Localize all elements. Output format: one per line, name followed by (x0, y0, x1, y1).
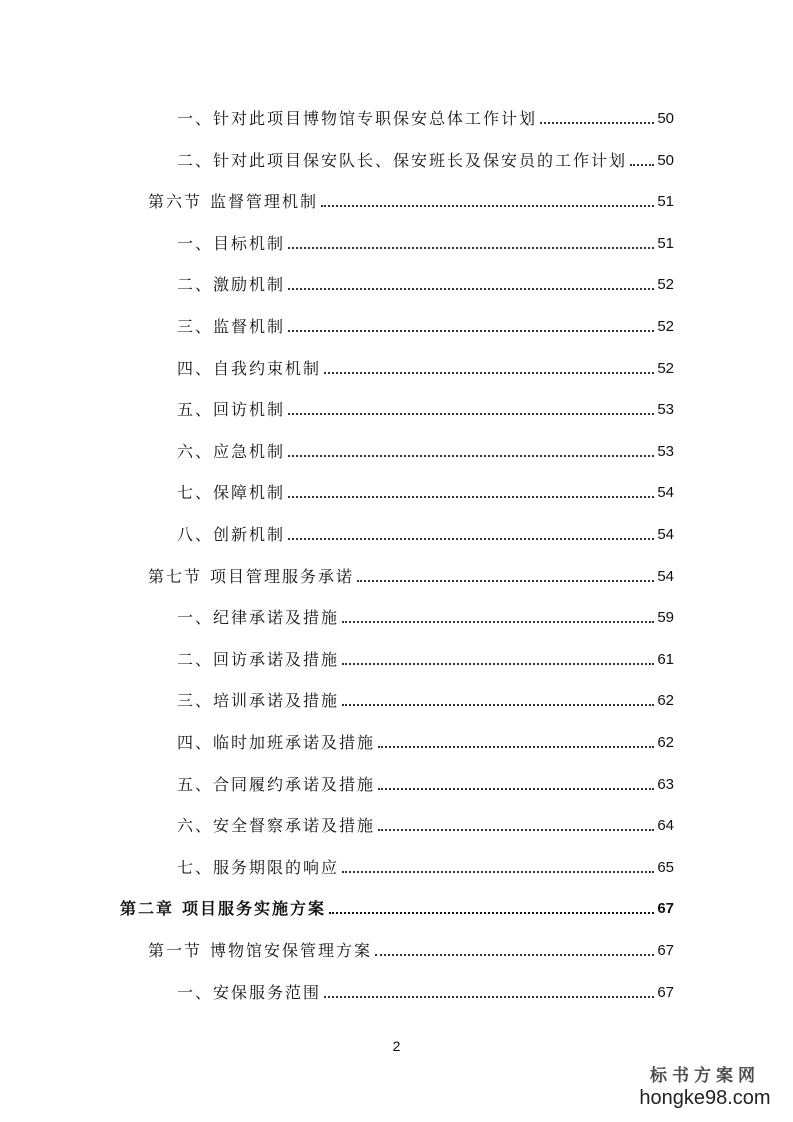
toc-entry[interactable] (177, 477, 674, 503)
toc-entry-title: 培训承诺及措施 (213, 691, 340, 710)
toc-entry-page: 52 (657, 276, 674, 293)
toc-entry[interactable] (177, 228, 674, 254)
watermark-cn: 标书方案网 (650, 1066, 760, 1086)
toc-entry[interactable] (177, 644, 674, 670)
toc-entry-number: 第二章 (120, 899, 175, 918)
toc-entry-number: 五、 (177, 775, 214, 794)
toc-entry-title: 服务期限的响应 (213, 858, 340, 877)
toc-dot-leader (288, 247, 654, 249)
toc-entry-number: 七、 (177, 483, 214, 502)
toc-dot-leader (288, 413, 654, 415)
toc-entry-number: 四、 (177, 733, 214, 752)
toc-dot-leader (321, 205, 654, 207)
toc-entry-page: 50 (657, 152, 674, 169)
toc-dot-leader (342, 704, 654, 706)
toc-entry-page: 53 (657, 443, 674, 460)
toc-entry-title: 博物馆安保管理方案 (210, 941, 373, 960)
toc-entry-title: 安全督察承诺及措施 (213, 816, 376, 835)
toc-entry-title: 回访承诺及措施 (213, 650, 340, 669)
toc-entry-page: 63 (657, 776, 674, 793)
toc-entry[interactable] (177, 394, 674, 420)
toc-entry-title: 合同履约承诺及措施 (213, 775, 376, 794)
toc-dot-leader (375, 954, 654, 956)
watermark-en: hongke98.com (639, 1087, 771, 1109)
toc-entry-title: 创新机制 (213, 525, 286, 544)
toc-entry[interactable] (177, 852, 674, 878)
toc-entry-title: 针对此项目保安队长、保安班长及保安员的工作计划 (213, 151, 628, 170)
toc-entry-page: 62 (657, 692, 674, 709)
toc-entry[interactable] (177, 436, 674, 462)
toc-entry[interactable] (177, 103, 674, 129)
toc-entry-number: 一、 (177, 234, 214, 253)
toc-entry-title: 针对此项目博物馆专职保安总体工作计划 (213, 109, 538, 128)
toc-entry-title: 项目管理服务承诺 (210, 567, 355, 586)
toc-dot-leader (342, 621, 654, 623)
toc-entry-number: 七、 (177, 858, 214, 877)
toc-entry-number: 六、 (177, 816, 214, 835)
toc-entry-number: 四、 (177, 359, 214, 378)
toc-entry-page: 54 (657, 568, 674, 585)
toc-entry-page: 62 (657, 734, 674, 751)
toc-entry[interactable] (120, 893, 674, 919)
toc-dot-leader (378, 788, 654, 790)
toc-entry-title: 激励机制 (213, 275, 286, 294)
toc-dot-leader (288, 330, 654, 332)
toc-entry-number: 二、 (177, 275, 214, 294)
toc-entry[interactable] (148, 561, 674, 587)
toc-entry-page: 54 (657, 484, 674, 501)
toc-dot-leader (378, 829, 654, 831)
page-number: 2 (392, 1038, 401, 1054)
toc-entry-page: 67 (657, 900, 674, 917)
toc-dot-leader (357, 580, 654, 582)
toc-entry[interactable] (177, 353, 674, 379)
toc-entry[interactable] (148, 935, 674, 961)
toc-entry-number: 一、 (177, 983, 214, 1002)
toc-dot-leader (342, 663, 654, 665)
toc-entry-page: 52 (657, 318, 674, 335)
toc-entry-title: 自我约束机制 (213, 359, 322, 378)
toc-entry-number: 二、 (177, 650, 214, 669)
toc-dot-leader (324, 996, 654, 998)
toc-entry[interactable] (177, 269, 674, 295)
toc-entry-page: 67 (657, 984, 674, 1001)
toc-entry-number: 三、 (177, 691, 214, 710)
toc-entry-page: 61 (657, 651, 674, 668)
toc-entry[interactable] (177, 602, 674, 628)
toc-dot-leader (378, 746, 654, 748)
toc-entry-number: 第七节 (148, 567, 203, 586)
toc-entry-title: 保障机制 (213, 483, 286, 502)
toc-dot-leader (324, 372, 654, 374)
toc-entry-page: 51 (657, 235, 674, 252)
toc-dot-leader (342, 871, 654, 873)
toc-entry[interactable] (177, 810, 674, 836)
toc-entry-page: 64 (657, 817, 674, 834)
toc-entry-page: 52 (657, 360, 674, 377)
toc-entry-title: 监督管理机制 (210, 192, 319, 211)
toc-entry-page: 53 (657, 401, 674, 418)
toc-entry[interactable] (177, 769, 674, 795)
toc-entry-title: 应急机制 (213, 442, 286, 461)
toc-entry-number: 一、 (177, 608, 214, 627)
toc-entry-title: 纪律承诺及措施 (213, 608, 340, 627)
toc-entry-number: 五、 (177, 400, 214, 419)
toc-dot-leader (288, 288, 654, 290)
toc-entry[interactable] (177, 519, 674, 545)
toc-dot-leader (540, 122, 654, 124)
toc-entry-page: 50 (657, 110, 674, 127)
toc-entry-title: 临时加班承诺及措施 (213, 733, 376, 752)
toc-entry[interactable] (177, 311, 674, 337)
toc-entry[interactable] (148, 186, 674, 212)
toc-entry-page: 51 (657, 193, 674, 210)
toc-entry[interactable] (177, 145, 674, 171)
toc-dot-leader (288, 455, 654, 457)
toc-entry-page: 54 (657, 526, 674, 543)
toc-entry-title: 安保服务范围 (213, 983, 322, 1002)
toc-entry-title: 项目服务实施方案 (182, 899, 327, 918)
toc-entry[interactable] (177, 977, 674, 1003)
toc-entry-number: 八、 (177, 525, 214, 544)
toc-entry-title: 回访机制 (213, 400, 286, 419)
toc-entry[interactable] (177, 727, 674, 753)
toc-entry-page: 67 (657, 942, 674, 959)
toc-entry-number: 三、 (177, 317, 214, 336)
toc-dot-leader (288, 538, 654, 540)
toc-dot-leader (630, 164, 654, 166)
toc-entry-title: 目标机制 (213, 234, 286, 253)
watermark-logo (635, 1066, 775, 1110)
toc-entry-number: 第一节 (148, 941, 203, 960)
toc-entry-number: 六、 (177, 442, 214, 461)
toc-entry-number: 一、 (177, 109, 214, 128)
toc-entry[interactable] (177, 685, 674, 711)
toc-dot-leader (288, 496, 654, 498)
toc-entry-number: 二、 (177, 151, 214, 170)
toc-dot-leader (329, 912, 654, 914)
toc-entry-number: 第六节 (148, 192, 203, 211)
toc-entry-page: 59 (657, 609, 674, 626)
toc-entry-page: 65 (657, 859, 674, 876)
toc-entry-title: 监督机制 (213, 317, 286, 336)
